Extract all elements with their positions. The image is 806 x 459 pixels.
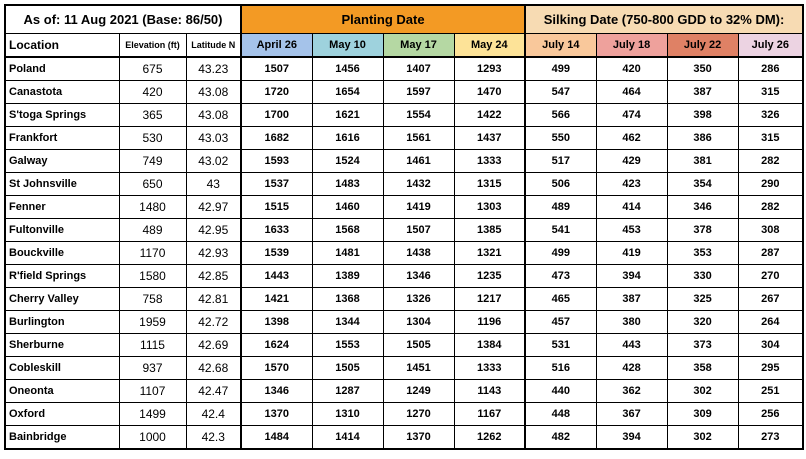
location-cell: Cobleskill	[5, 357, 119, 380]
planting-gdd-cell: 1235	[454, 265, 525, 288]
latitude-cell: 42.95	[186, 219, 241, 242]
silking-gdd-cell: 330	[667, 265, 738, 288]
silking-gdd-cell: 256	[738, 403, 803, 426]
planting-gdd-cell: 1456	[312, 57, 383, 81]
silking-gdd-cell: 386	[667, 127, 738, 150]
silking-gdd-cell: 482	[525, 426, 596, 450]
location-cell: Bouckville	[5, 242, 119, 265]
planting-gdd-cell: 1389	[312, 265, 383, 288]
location-cell: S'toga Springs	[5, 104, 119, 127]
elevation-cell: 1580	[119, 265, 186, 288]
silking-gdd-cell: 516	[525, 357, 596, 380]
planting-april-26-header: April 26	[241, 34, 312, 58]
planting-gdd-cell: 1621	[312, 104, 383, 127]
silking-gdd-cell: 325	[667, 288, 738, 311]
silking-july-14-header: July 14	[525, 34, 596, 58]
planting-gdd-cell: 1315	[454, 173, 525, 196]
planting-gdd-cell: 1310	[312, 403, 383, 426]
planting-gdd-cell: 1398	[241, 311, 312, 334]
planting-gdd-cell: 1597	[383, 81, 454, 104]
silking-gdd-cell: 394	[596, 426, 667, 450]
silking-gdd-cell: 286	[738, 57, 803, 81]
location-cell: R'field Springs	[5, 265, 119, 288]
silking-gdd-cell: 302	[667, 380, 738, 403]
silking-gdd-cell: 326	[738, 104, 803, 127]
planting-gdd-cell: 1443	[241, 265, 312, 288]
planting-gdd-cell: 1505	[312, 357, 383, 380]
silking-gdd-cell: 489	[525, 196, 596, 219]
latitude-cell: 43.23	[186, 57, 241, 81]
latitude-cell: 43	[186, 173, 241, 196]
silking-gdd-cell: 346	[667, 196, 738, 219]
planting-gdd-cell: 1505	[383, 334, 454, 357]
planting-gdd-cell: 1593	[241, 150, 312, 173]
planting-gdd-cell: 1368	[312, 288, 383, 311]
latitude-cell: 42.85	[186, 265, 241, 288]
silking-gdd-cell: 309	[667, 403, 738, 426]
planting-gdd-cell: 1484	[241, 426, 312, 450]
silking-date-header: Silking Date (750-800 GDD to 32% DM):	[525, 5, 803, 34]
silking-gdd-cell: 429	[596, 150, 667, 173]
silking-gdd-cell: 350	[667, 57, 738, 81]
planting-gdd-cell: 1333	[454, 357, 525, 380]
silking-gdd-cell: 398	[667, 104, 738, 127]
silking-gdd-cell: 473	[525, 265, 596, 288]
silking-gdd-cell: 414	[596, 196, 667, 219]
silking-gdd-cell: 453	[596, 219, 667, 242]
planting-gdd-cell: 1553	[312, 334, 383, 357]
planting-gdd-cell: 1682	[241, 127, 312, 150]
table-row	[5, 196, 803, 219]
silking-gdd-cell: 440	[525, 380, 596, 403]
as-of-label: As of: 11 Aug 2021 (Base: 86/50)	[5, 5, 241, 34]
location-cell: Fenner	[5, 196, 119, 219]
elevation-column-header: Elevation (ft)	[119, 34, 186, 58]
silking-gdd-cell: 547	[525, 81, 596, 104]
planting-gdd-cell: 1344	[312, 311, 383, 334]
elevation-cell: 650	[119, 173, 186, 196]
planting-gdd-cell: 1262	[454, 426, 525, 450]
table-row	[5, 57, 803, 81]
silking-gdd-cell: 550	[525, 127, 596, 150]
latitude-cell: 42.3	[186, 426, 241, 450]
silking-gdd-cell: 541	[525, 219, 596, 242]
latitude-cell: 42.93	[186, 242, 241, 265]
location-column-header: Location	[5, 34, 119, 58]
silking-gdd-cell: 308	[738, 219, 803, 242]
planting-gdd-cell: 1293	[454, 57, 525, 81]
elevation-cell: 937	[119, 357, 186, 380]
location-cell: Oneonta	[5, 380, 119, 403]
elevation-cell: 1000	[119, 426, 186, 450]
elevation-cell: 1115	[119, 334, 186, 357]
planting-gdd-cell: 1196	[454, 311, 525, 334]
silking-gdd-cell: 315	[738, 81, 803, 104]
planting-gdd-cell: 1568	[312, 219, 383, 242]
silking-gdd-cell: 380	[596, 311, 667, 334]
silking-gdd-cell: 282	[738, 150, 803, 173]
elevation-cell: 530	[119, 127, 186, 150]
location-cell: Fultonville	[5, 219, 119, 242]
planting-gdd-cell: 1507	[383, 219, 454, 242]
planting-gdd-cell: 1515	[241, 196, 312, 219]
location-cell: Galway	[5, 150, 119, 173]
planting-gdd-cell: 1470	[454, 81, 525, 104]
silking-july-22-header: July 22	[667, 34, 738, 58]
silking-gdd-cell: 354	[667, 173, 738, 196]
planting-gdd-cell: 1414	[312, 426, 383, 450]
silking-gdd-cell: 499	[525, 57, 596, 81]
elevation-cell: 1170	[119, 242, 186, 265]
planting-gdd-cell: 1143	[454, 380, 525, 403]
location-cell: Canastota	[5, 81, 119, 104]
silking-gdd-cell: 290	[738, 173, 803, 196]
planting-gdd-cell: 1461	[383, 150, 454, 173]
elevation-cell: 1107	[119, 380, 186, 403]
silking-gdd-cell: 315	[738, 127, 803, 150]
silking-gdd-cell: 474	[596, 104, 667, 127]
planting-gdd-cell: 1561	[383, 127, 454, 150]
elevation-cell: 489	[119, 219, 186, 242]
table-row	[5, 357, 803, 380]
table-row	[5, 380, 803, 403]
silking-gdd-cell: 464	[596, 81, 667, 104]
silking-gdd-cell: 287	[738, 242, 803, 265]
planting-gdd-cell: 1370	[241, 403, 312, 426]
silking-gdd-cell: 304	[738, 334, 803, 357]
silking-gdd-cell: 270	[738, 265, 803, 288]
silking-gdd-cell: 353	[667, 242, 738, 265]
planting-gdd-cell: 1421	[241, 288, 312, 311]
planting-gdd-cell: 1633	[241, 219, 312, 242]
latitude-cell: 42.68	[186, 357, 241, 380]
latitude-cell: 42.72	[186, 311, 241, 334]
silking-gdd-cell: 419	[596, 242, 667, 265]
silking-july-18-header: July 18	[596, 34, 667, 58]
planting-gdd-cell: 1303	[454, 196, 525, 219]
silking-gdd-cell: 499	[525, 242, 596, 265]
planting-gdd-cell: 1554	[383, 104, 454, 127]
planting-gdd-cell: 1422	[454, 104, 525, 127]
location-cell: Oxford	[5, 403, 119, 426]
planting-gdd-cell: 1616	[312, 127, 383, 150]
planting-gdd-cell: 1524	[312, 150, 383, 173]
planting-gdd-cell: 1700	[241, 104, 312, 127]
silking-gdd-cell: 295	[738, 357, 803, 380]
table-body	[5, 57, 803, 449]
planting-may-24-header: May 24	[454, 34, 525, 58]
silking-gdd-cell: 358	[667, 357, 738, 380]
silking-gdd-cell: 367	[596, 403, 667, 426]
planting-gdd-cell: 1346	[241, 380, 312, 403]
table-row	[5, 426, 803, 450]
planting-gdd-cell: 1483	[312, 173, 383, 196]
planting-gdd-cell: 1481	[312, 242, 383, 265]
elevation-cell: 749	[119, 150, 186, 173]
table-row	[5, 311, 803, 334]
planting-gdd-cell: 1270	[383, 403, 454, 426]
planting-gdd-cell: 1287	[312, 380, 383, 403]
table-row	[5, 150, 803, 173]
latitude-cell: 43.02	[186, 150, 241, 173]
latitude-column-header: Latitude N	[186, 34, 241, 58]
planting-gdd-cell: 1419	[383, 196, 454, 219]
planting-gdd-cell: 1321	[454, 242, 525, 265]
table-row	[5, 81, 803, 104]
title-row	[5, 5, 803, 34]
elevation-cell: 420	[119, 81, 186, 104]
planting-gdd-cell: 1346	[383, 265, 454, 288]
silking-gdd-cell: 264	[738, 311, 803, 334]
silking-gdd-cell: 423	[596, 173, 667, 196]
silking-gdd-cell: 273	[738, 426, 803, 450]
planting-gdd-cell: 1437	[454, 127, 525, 150]
silking-gdd-cell: 394	[596, 265, 667, 288]
location-cell: Frankfort	[5, 127, 119, 150]
table-row	[5, 288, 803, 311]
table-row	[5, 127, 803, 150]
silking-gdd-cell: 387	[667, 81, 738, 104]
planting-gdd-cell: 1451	[383, 357, 454, 380]
silking-gdd-cell: 362	[596, 380, 667, 403]
table-row	[5, 104, 803, 127]
silking-gdd-cell: 420	[596, 57, 667, 81]
planting-gdd-cell: 1333	[454, 150, 525, 173]
planting-gdd-cell: 1438	[383, 242, 454, 265]
silking-gdd-cell: 517	[525, 150, 596, 173]
gdd-table	[4, 4, 804, 450]
latitude-cell: 42.97	[186, 196, 241, 219]
table-row	[5, 173, 803, 196]
silking-gdd-cell: 531	[525, 334, 596, 357]
silking-gdd-cell: 462	[596, 127, 667, 150]
silking-gdd-cell: 457	[525, 311, 596, 334]
table-row	[5, 334, 803, 357]
planting-gdd-cell: 1539	[241, 242, 312, 265]
silking-gdd-cell: 428	[596, 357, 667, 380]
table-row	[5, 265, 803, 288]
planting-gdd-cell: 1720	[241, 81, 312, 104]
location-cell: St Johnsville	[5, 173, 119, 196]
elevation-cell: 1480	[119, 196, 186, 219]
location-cell: Cherry Valley	[5, 288, 119, 311]
latitude-cell: 42.81	[186, 288, 241, 311]
planting-gdd-cell: 1432	[383, 173, 454, 196]
planting-gdd-cell: 1249	[383, 380, 454, 403]
silking-gdd-cell: 282	[738, 196, 803, 219]
silking-gdd-cell: 302	[667, 426, 738, 450]
column-header-row	[5, 34, 803, 58]
planting-gdd-cell: 1624	[241, 334, 312, 357]
latitude-cell: 42.4	[186, 403, 241, 426]
location-cell: Poland	[5, 57, 119, 81]
planting-gdd-cell: 1167	[454, 403, 525, 426]
planting-gdd-cell: 1570	[241, 357, 312, 380]
planting-may-10-header: May 10	[312, 34, 383, 58]
elevation-cell: 365	[119, 104, 186, 127]
latitude-cell: 43.08	[186, 81, 241, 104]
planting-gdd-cell: 1537	[241, 173, 312, 196]
silking-gdd-cell: 320	[667, 311, 738, 334]
silking-gdd-cell: 448	[525, 403, 596, 426]
planting-gdd-cell: 1370	[383, 426, 454, 450]
planting-gdd-cell: 1654	[312, 81, 383, 104]
latitude-cell: 42.47	[186, 380, 241, 403]
silking-gdd-cell: 378	[667, 219, 738, 242]
planting-gdd-cell: 1507	[241, 57, 312, 81]
table-row	[5, 219, 803, 242]
latitude-cell: 43.08	[186, 104, 241, 127]
location-cell: Burlington	[5, 311, 119, 334]
silking-july-26-header: July 26	[738, 34, 803, 58]
planting-gdd-cell: 1384	[454, 334, 525, 357]
silking-gdd-cell: 465	[525, 288, 596, 311]
elevation-cell: 1499	[119, 403, 186, 426]
planting-gdd-cell: 1217	[454, 288, 525, 311]
latitude-cell: 43.03	[186, 127, 241, 150]
silking-gdd-cell: 373	[667, 334, 738, 357]
location-cell: Bainbridge	[5, 426, 119, 450]
silking-gdd-cell: 443	[596, 334, 667, 357]
elevation-cell: 758	[119, 288, 186, 311]
silking-gdd-cell: 506	[525, 173, 596, 196]
latitude-cell: 42.69	[186, 334, 241, 357]
silking-gdd-cell: 566	[525, 104, 596, 127]
planting-gdd-cell: 1304	[383, 311, 454, 334]
elevation-cell: 1959	[119, 311, 186, 334]
planting-may-17-header: May 17	[383, 34, 454, 58]
table-row	[5, 403, 803, 426]
planting-gdd-cell: 1407	[383, 57, 454, 81]
silking-gdd-cell: 251	[738, 380, 803, 403]
table-row	[5, 242, 803, 265]
silking-gdd-cell: 267	[738, 288, 803, 311]
silking-gdd-cell: 381	[667, 150, 738, 173]
planting-gdd-cell: 1460	[312, 196, 383, 219]
planting-gdd-cell: 1385	[454, 219, 525, 242]
planting-gdd-cell: 1326	[383, 288, 454, 311]
planting-date-header: Planting Date	[241, 5, 525, 34]
silking-gdd-cell: 387	[596, 288, 667, 311]
elevation-cell: 675	[119, 57, 186, 81]
location-cell: Sherburne	[5, 334, 119, 357]
